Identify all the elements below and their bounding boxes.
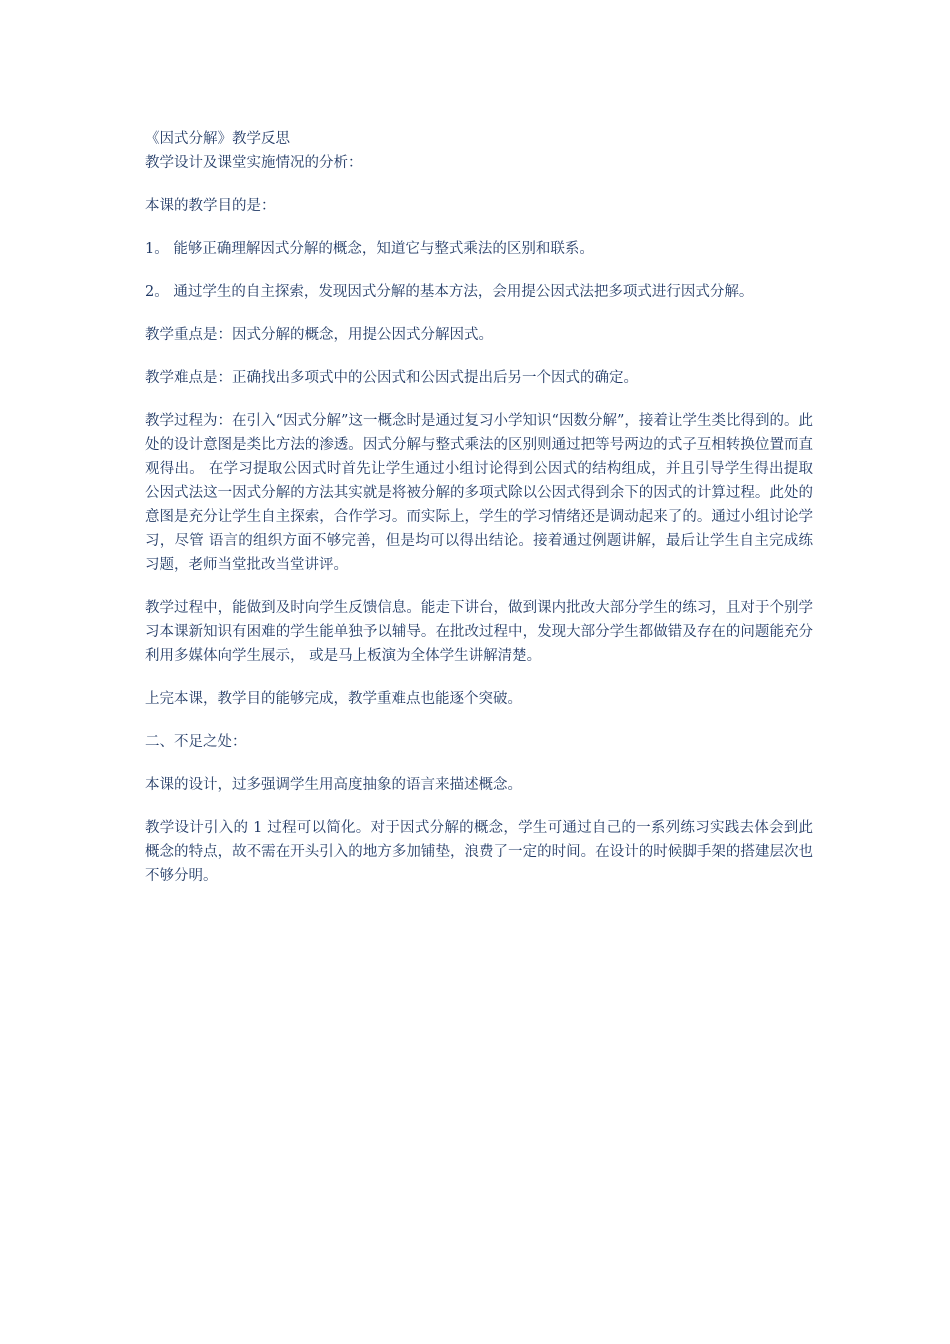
paragraph-objectives-heading: 本课的教学目的是： [145,198,276,214]
paragraph-shortcoming-1: 本课的设计，过多强调学生用高度抽象的语言来描述概念。 [145,777,522,793]
paragraph-shortcoming-2: 教学设计引入的 1 过程可以简化。对于因式分解的概念，学生可通过自己的一系列练习实践去体会到此概念的特点，故不需在开头引入的地方多加铺垫，浪费了一定的时间。在设计的时候脚手架的搭建层次也不够分明。 [145,820,813,884]
document-page [145,127,813,888]
paragraph-objective-1: 1。 能够正确理解因式分解的概念，知道它与整式乘法的区别和联系。 [145,241,594,257]
document-subtitle: 教学设计及课堂实施情况的分析： [145,155,363,171]
paragraph-feedback: 教学过程中，能做到及时向学生反馈信息。能走下讲台，做到课内批改大部分学生的练习，且对于个别学习本课新知识有困难的学生能单独予以辅导。在批改过程中，发现大部分学生都做错及存在的问题能充分利用多媒体向学生展示， 或是马上板演为全体学生讲解清楚。 [145,600,813,664]
paragraph-key-points: 教学重点是：因式分解的概念，用提公因式分解因式。 [145,327,493,343]
paragraph-teaching-process: 教学过程为：在引入“因式分解”这一概念时是通过复习小学知识“因数分解”，接着让学生类比得到的。此处的设计意图是类比方法的渗透。因式分解与整式乘法的区别则通过把等号两边的式子互相转换位置而直观得出。 在学习提取公因式时首先让学生通过小组讨论得到公因式的结构组成，并且引导学生得出提取公因式法这一因式分解的方法其实就是将被分解的多项式除以公因式得到余下的因式的计算过程。此处的意图是充分让学生自主探索，合作学习。而实际上，学生的学习情绪还是调动起来了的。通过小组讨论学习，尽管 语言的组织方面不够完善，但是均可以得出结论。接着通过例题讲解，最后让学生自主完成练习题，老师当堂批改当堂讲评。 [145,413,813,573]
paragraph-conclusion: 上完本课，教学目的能够完成，教学重难点也能逐个突破。 [145,691,522,707]
paragraph-difficulties: 教学难点是：正确找出多项式中的公因式和公因式提出后另一个因式的确定。 [145,370,638,386]
paragraph-objective-2: 2。 通过学生的自主探索，发现因式分解的基本方法，会用提公因式法把多项式进行因式分解。 [145,284,754,300]
section-heading-shortcomings: 二、不足之处： [145,734,247,750]
document-title: 《因式分解》教学反思 [145,131,290,147]
